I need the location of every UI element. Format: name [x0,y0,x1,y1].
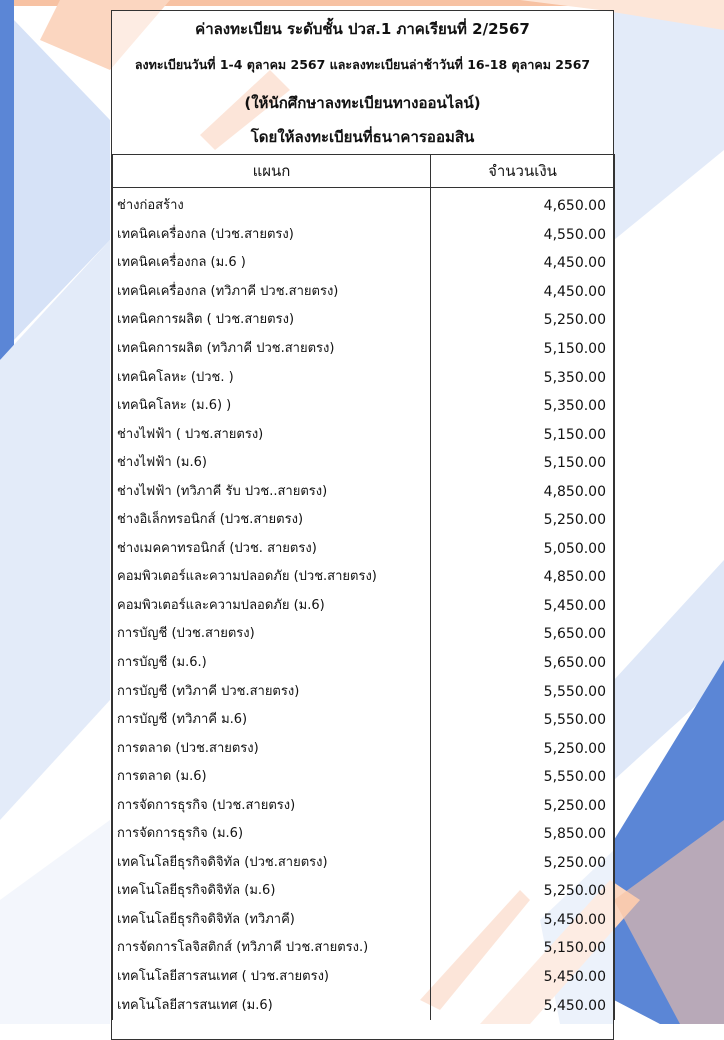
department-name: การบัญชี (ปวช.สายตรง) [113,620,431,649]
table-row [113,278,615,307]
fee-amount: 5,350.00 [431,392,615,421]
table-row [113,449,615,478]
column-header-department: แผนก [113,155,431,188]
fee-table-body [113,188,615,1020]
department-name: เทคนิคโลหะ (ม.6) ) [113,392,431,421]
fee-amount: 5,650.00 [431,620,615,649]
fee-amount: 5,150.00 [431,335,615,364]
fee-amount: 5,250.00 [431,506,615,535]
department-name: เทคโนโลยีธุรกิจดิจิทัล (ปวช.สายตรง) [113,849,431,878]
fee-amount: 5,250.00 [431,306,615,335]
fee-amount: 5,150.00 [431,449,615,478]
table-row [113,706,615,735]
table-row [113,306,615,335]
bank-note: โดยให้ลงทะเบียนที่ธนาคารออมสิน [250,128,475,146]
table-row [113,620,615,649]
table-row [113,791,615,820]
fee-amount: 5,150.00 [431,420,615,449]
fee-amount: 5,550.00 [431,677,615,706]
department-name: การตลาด (ปวช.สายตรง) [113,734,431,763]
table-row [113,249,615,278]
table-row [113,820,615,849]
fee-amount: 5,450.00 [431,963,615,992]
registration-dates: ลงทะเบียนวันที่ 1-4 ตุลาคม 2567 และลงทะเบียนล่าช้าวันที่ 16-18 ตุลาคม 2567 [134,57,591,72]
fee-amount: 5,250.00 [431,734,615,763]
table-row [113,506,615,535]
department-name: เทคโนโลยีสารสนเทศ (ม.6) [113,991,431,1020]
department-name: ช่างไฟฟ้า (ทวิภาคี รับ ปวช..สายตรง) [113,477,431,506]
fee-amount: 5,850.00 [431,820,615,849]
department-name: เทคนิคเครื่องกล (ม.6 ) [113,249,431,278]
department-name: การตลาด (ม.6) [113,763,431,792]
department-name: เทคโนโลยีสารสนเทศ ( ปวช.สายตรง) [113,963,431,992]
table-header-row [113,155,615,188]
department-name: เทคโนโลยีธุรกิจดิจิทัล (ม.6) [113,877,431,906]
online-note: (ให้นักศึกษาลงทะเบียนทางออนไลน์) [244,94,481,112]
department-name: การจัดการโลจิสติกส์ (ทวิภาคี ปวช.สายตรง.) [113,934,431,963]
table-row [113,221,615,250]
table-row [113,906,615,935]
table-row [113,934,615,963]
table-row [113,477,615,506]
fee-amount: 5,250.00 [431,791,615,820]
fee-amount: 4,850.00 [431,477,615,506]
fee-amount: 5,550.00 [431,763,615,792]
table-row [113,963,615,992]
fee-amount: 5,050.00 [431,535,615,564]
fee-amount: 5,450.00 [431,592,615,621]
fee-amount: 5,650.00 [431,649,615,678]
department-name: เทคนิคโลหะ (ปวช. ) [113,363,431,392]
fee-amount: 4,450.00 [431,278,615,307]
table-row [113,734,615,763]
table-row [113,188,615,221]
table-row [113,763,615,792]
department-name: การจัดการธุรกิจ (ม.6) [113,820,431,849]
department-name: เทคนิคการผลิต ( ปวช.สายตรง) [113,306,431,335]
fee-amount: 4,650.00 [431,188,615,221]
department-name: ช่างเมคคาทรอนิกส์ (ปวช. สายตรง) [113,535,431,564]
fee-table [112,154,615,1020]
department-name: การบัญชี (ม.6.) [113,649,431,678]
fee-amount: 4,850.00 [431,563,615,592]
department-name: การบัญชี (ทวิภาคี ปวช.สายตรง) [113,677,431,706]
fee-amount: 4,550.00 [431,221,615,250]
department-name: การจัดการธุรกิจ (ปวช.สายตรง) [113,791,431,820]
table-row [113,592,615,621]
fee-amount: 5,350.00 [431,363,615,392]
table-row [113,392,615,421]
table-row [113,535,615,564]
table-row [113,849,615,878]
fee-amount: 5,450.00 [431,906,615,935]
department-name: คอมพิวเตอร์และความปลอดภัย (ปวช.สายตรง) [113,563,431,592]
table-row [113,991,615,1020]
department-name: ช่างก่อสร้าง [113,188,431,221]
fee-amount: 5,250.00 [431,877,615,906]
fee-amount: 4,450.00 [431,249,615,278]
department-name: ช่างไฟฟ้า (ม.6) [113,449,431,478]
registration-fee-document [111,10,614,1040]
column-header-amount: จำนวนเงิน [431,155,615,188]
fee-amount: 5,550.00 [431,706,615,735]
department-name: คอมพิวเตอร์และความปลอดภัย (ม.6) [113,592,431,621]
department-name: เทคนิคการผลิต (ทวิภาคี ปวช.สายตรง) [113,335,431,364]
fee-amount: 5,250.00 [431,849,615,878]
table-row [113,649,615,678]
table-row [113,363,615,392]
document-title: ค่าลงทะเบียน ระดับชั้น ปวส.1 ภาคเรียนที่ 2/2567 [195,20,530,38]
table-row [113,877,615,906]
department-name: ช่างอิเล็กทรอนิกส์ (ปวช.สายตรง) [113,506,431,535]
table-row [113,563,615,592]
department-name: เทคนิคเครื่องกล (ทวิภาคี ปวช.สายตรง) [113,278,431,307]
table-row [113,677,615,706]
department-name: ช่างไฟฟ้า ( ปวช.สายตรง) [113,420,431,449]
table-row [113,335,615,364]
fee-amount: 5,450.00 [431,991,615,1020]
fee-amount: 5,150.00 [431,934,615,963]
department-name: การบัญชี (ทวิภาคี ม.6) [113,706,431,735]
department-name: เทคโนโลยีธุรกิจดิจิทัล (ทวิภาคี) [113,906,431,935]
department-name: เทคนิคเครื่องกล (ปวช.สายตรง) [113,221,431,250]
table-row [113,420,615,449]
